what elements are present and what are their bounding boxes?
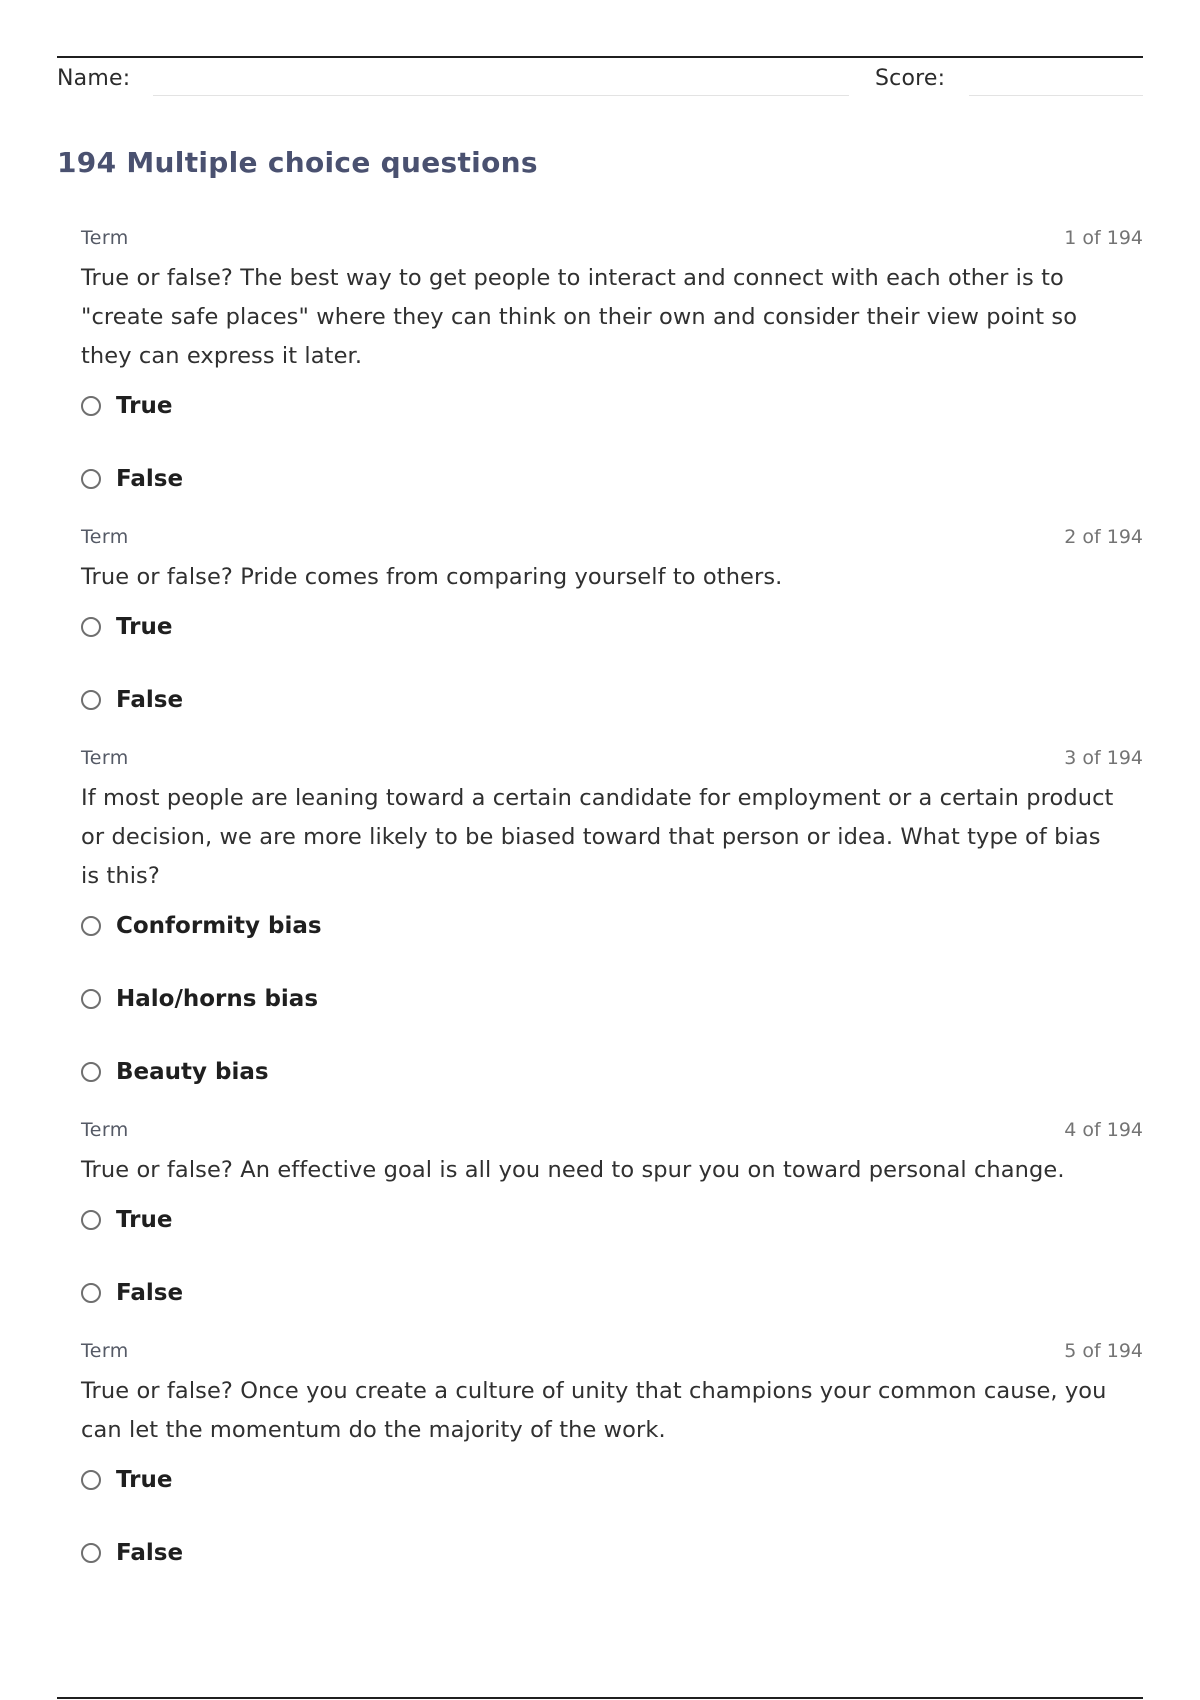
- question-counter: 4 of 194: [1064, 1119, 1143, 1141]
- radio-button-icon[interactable]: [81, 989, 101, 1009]
- answer-option[interactable]: [81, 607, 1143, 647]
- answer-options: [81, 1460, 1143, 1573]
- radio-button-icon[interactable]: [81, 916, 101, 936]
- answer-option-label: True: [116, 393, 173, 419]
- answer-option-label: Halo/horns bias: [116, 986, 319, 1012]
- answer-option[interactable]: [81, 1200, 1143, 1240]
- answer-option[interactable]: [81, 1533, 1143, 1573]
- question-header: [81, 742, 1143, 770]
- question-text: True or false? An effective goal is all you need to spur you on toward personal change.: [81, 1157, 1065, 1183]
- answer-option-label: True: [116, 1467, 173, 1493]
- answer-option-label: Beauty bias: [116, 1059, 269, 1085]
- name-label: Name:: [57, 66, 131, 91]
- name-field[interactable]: [153, 95, 849, 96]
- question-term-label: Term: [81, 227, 129, 249]
- question-text: If most people are leaning toward a certain candidate for employment or a certain product or decision, we are more likely to be biased toward that person or idea. What type of bias is this?: [81, 785, 1114, 889]
- answer-option[interactable]: [81, 459, 1143, 499]
- answer-option[interactable]: [81, 1052, 1143, 1092]
- question-counter: 5 of 194: [1064, 1340, 1143, 1362]
- radio-button-icon[interactable]: [81, 617, 101, 637]
- question-term-label: Term: [81, 1340, 129, 1362]
- question-block: [81, 521, 1143, 720]
- answer-option-label: True: [116, 614, 173, 640]
- radio-button-icon[interactable]: [81, 1543, 101, 1563]
- answer-option-label: False: [116, 687, 184, 713]
- score-label: Score:: [875, 66, 946, 91]
- answer-option[interactable]: [81, 680, 1143, 720]
- answer-option[interactable]: [81, 979, 1143, 1019]
- radio-button-icon[interactable]: [81, 469, 101, 489]
- question-header: [81, 222, 1143, 250]
- radio-button-icon[interactable]: [81, 1470, 101, 1490]
- question-text: True or false? The best way to get people to interact and connect with each other is to "create safe places" where they can think on their own and consider their view point so they can express it later.: [81, 265, 1078, 369]
- question-header: [81, 521, 1143, 549]
- bottom-rule: [57, 1697, 1143, 1699]
- answer-options: [81, 906, 1143, 1092]
- answer-options: [81, 607, 1143, 720]
- question-block: [81, 222, 1143, 499]
- radio-button-icon[interactable]: [81, 690, 101, 710]
- question-term-label: Term: [81, 747, 129, 769]
- answer-option-label: Conformity bias: [116, 913, 322, 939]
- answer-option-label: False: [116, 1540, 184, 1566]
- question-term-label: Term: [81, 526, 129, 548]
- question-term-label: Term: [81, 1119, 129, 1141]
- radio-button-icon[interactable]: [81, 1210, 101, 1230]
- radio-button-icon[interactable]: [81, 396, 101, 416]
- question-text: True or false? Once you create a culture of unity that champions your common cause, you can let the momentum do the majority of the work.: [81, 1378, 1107, 1443]
- radio-button-icon[interactable]: [81, 1283, 101, 1303]
- question-block: [81, 1114, 1143, 1313]
- answer-option-label: True: [116, 1207, 173, 1233]
- score-field[interactable]: [969, 95, 1143, 96]
- worksheet-header: [57, 58, 1143, 98]
- answer-options: [81, 386, 1143, 499]
- answer-option[interactable]: [81, 1273, 1143, 1313]
- answer-options: [81, 1200, 1143, 1313]
- answer-option-label: False: [116, 466, 184, 492]
- answer-option[interactable]: [81, 386, 1143, 426]
- question-list: [81, 222, 1143, 1595]
- question-counter: 1 of 194: [1064, 227, 1143, 249]
- question-text: True or false? Pride comes from comparing yourself to others.: [81, 564, 783, 590]
- answer-option[interactable]: [81, 1460, 1143, 1500]
- question-block: [81, 1335, 1143, 1573]
- page-title: 194 Multiple choice questions: [57, 146, 538, 179]
- question-counter: 3 of 194: [1064, 747, 1143, 769]
- answer-option-label: False: [116, 1280, 184, 1306]
- question-block: [81, 742, 1143, 1092]
- question-header: [81, 1335, 1143, 1363]
- radio-button-icon[interactable]: [81, 1062, 101, 1082]
- answer-option[interactable]: [81, 906, 1143, 946]
- question-counter: 2 of 194: [1064, 526, 1143, 548]
- question-header: [81, 1114, 1143, 1142]
